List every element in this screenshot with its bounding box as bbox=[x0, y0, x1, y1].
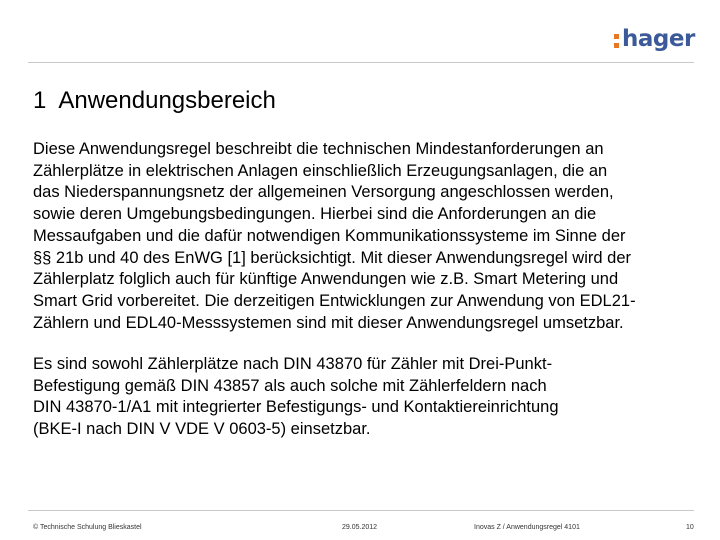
footer-page-number: 10 bbox=[686, 524, 694, 531]
paragraph-din bbox=[33, 354, 713, 441]
text-line: Diese Anwendungsregel beschreibt die technischen Mindestanforderungen an bbox=[33, 140, 604, 158]
text-line: das Niederspannungsnetz der allgemeinen Versorgung angeschlossen werden, bbox=[33, 183, 614, 202]
footer-copyright: © Technische Schulung Blieskastel bbox=[33, 524, 142, 531]
text-line: Smart Grid vorbereitet. Die derzeitigen Entwicklungen zur Anwendung von EDL21- bbox=[33, 291, 636, 310]
section-title: Anwendungsbereich bbox=[58, 87, 276, 114]
footer-date: 29.05.2012 bbox=[342, 524, 378, 531]
text-line: §§ 21b und 40 des EnWG [1] berücksichtigt. Mit dieser Anwendungsregel wird der bbox=[33, 248, 631, 267]
text-line: Zählerplätze in elektrischen Anlagen einschließlich Erzeugungsanlagen, die an bbox=[33, 161, 608, 180]
paragraph-scope bbox=[33, 139, 713, 334]
text-line: Befestigung gemäß DIN 43857 als auch solche mit Zählerfeldern nach bbox=[33, 376, 547, 395]
text-line: Messaufgaben und die dafür notwendigen Kommunikationssysteme im Sinne der bbox=[33, 226, 626, 245]
text-line: DIN 43870-1/A1 mit integrierter Befestigungs- und Kontaktiereinrichtung bbox=[33, 398, 559, 417]
text-line: sowie deren Umgebungsbedingungen. Hierbei sind die Anforderungen an die bbox=[33, 205, 597, 224]
section-heading bbox=[33, 86, 276, 116]
logo-dot bbox=[614, 43, 619, 48]
text-line: Es sind sowohl Zählerplätze nach DIN 43870 für Zähler mit Drei-Punkt- bbox=[33, 355, 553, 373]
text-line: (BKE-I nach DIN V VDE V 0603-5) einsetzbar. bbox=[33, 420, 371, 439]
text-line: Zählerplatz folglich auch für künftige Anwendungen wie z.B. Smart Metering und bbox=[33, 270, 619, 289]
logo-colon-icon bbox=[614, 34, 619, 48]
logo-text: hager bbox=[622, 25, 695, 52]
top-divider bbox=[28, 62, 694, 63]
text-line: Zählern und EDL40-Messsystemen sind mit dieser Anwendungsregel umsetzbar. bbox=[33, 313, 624, 332]
section-number: 1 bbox=[33, 87, 47, 114]
bottom-divider bbox=[28, 510, 694, 511]
logo-dot bbox=[614, 34, 619, 39]
hager-logo bbox=[614, 24, 695, 54]
footer-document: Inovas Z / Anwendungsregel 4101 bbox=[474, 524, 580, 531]
